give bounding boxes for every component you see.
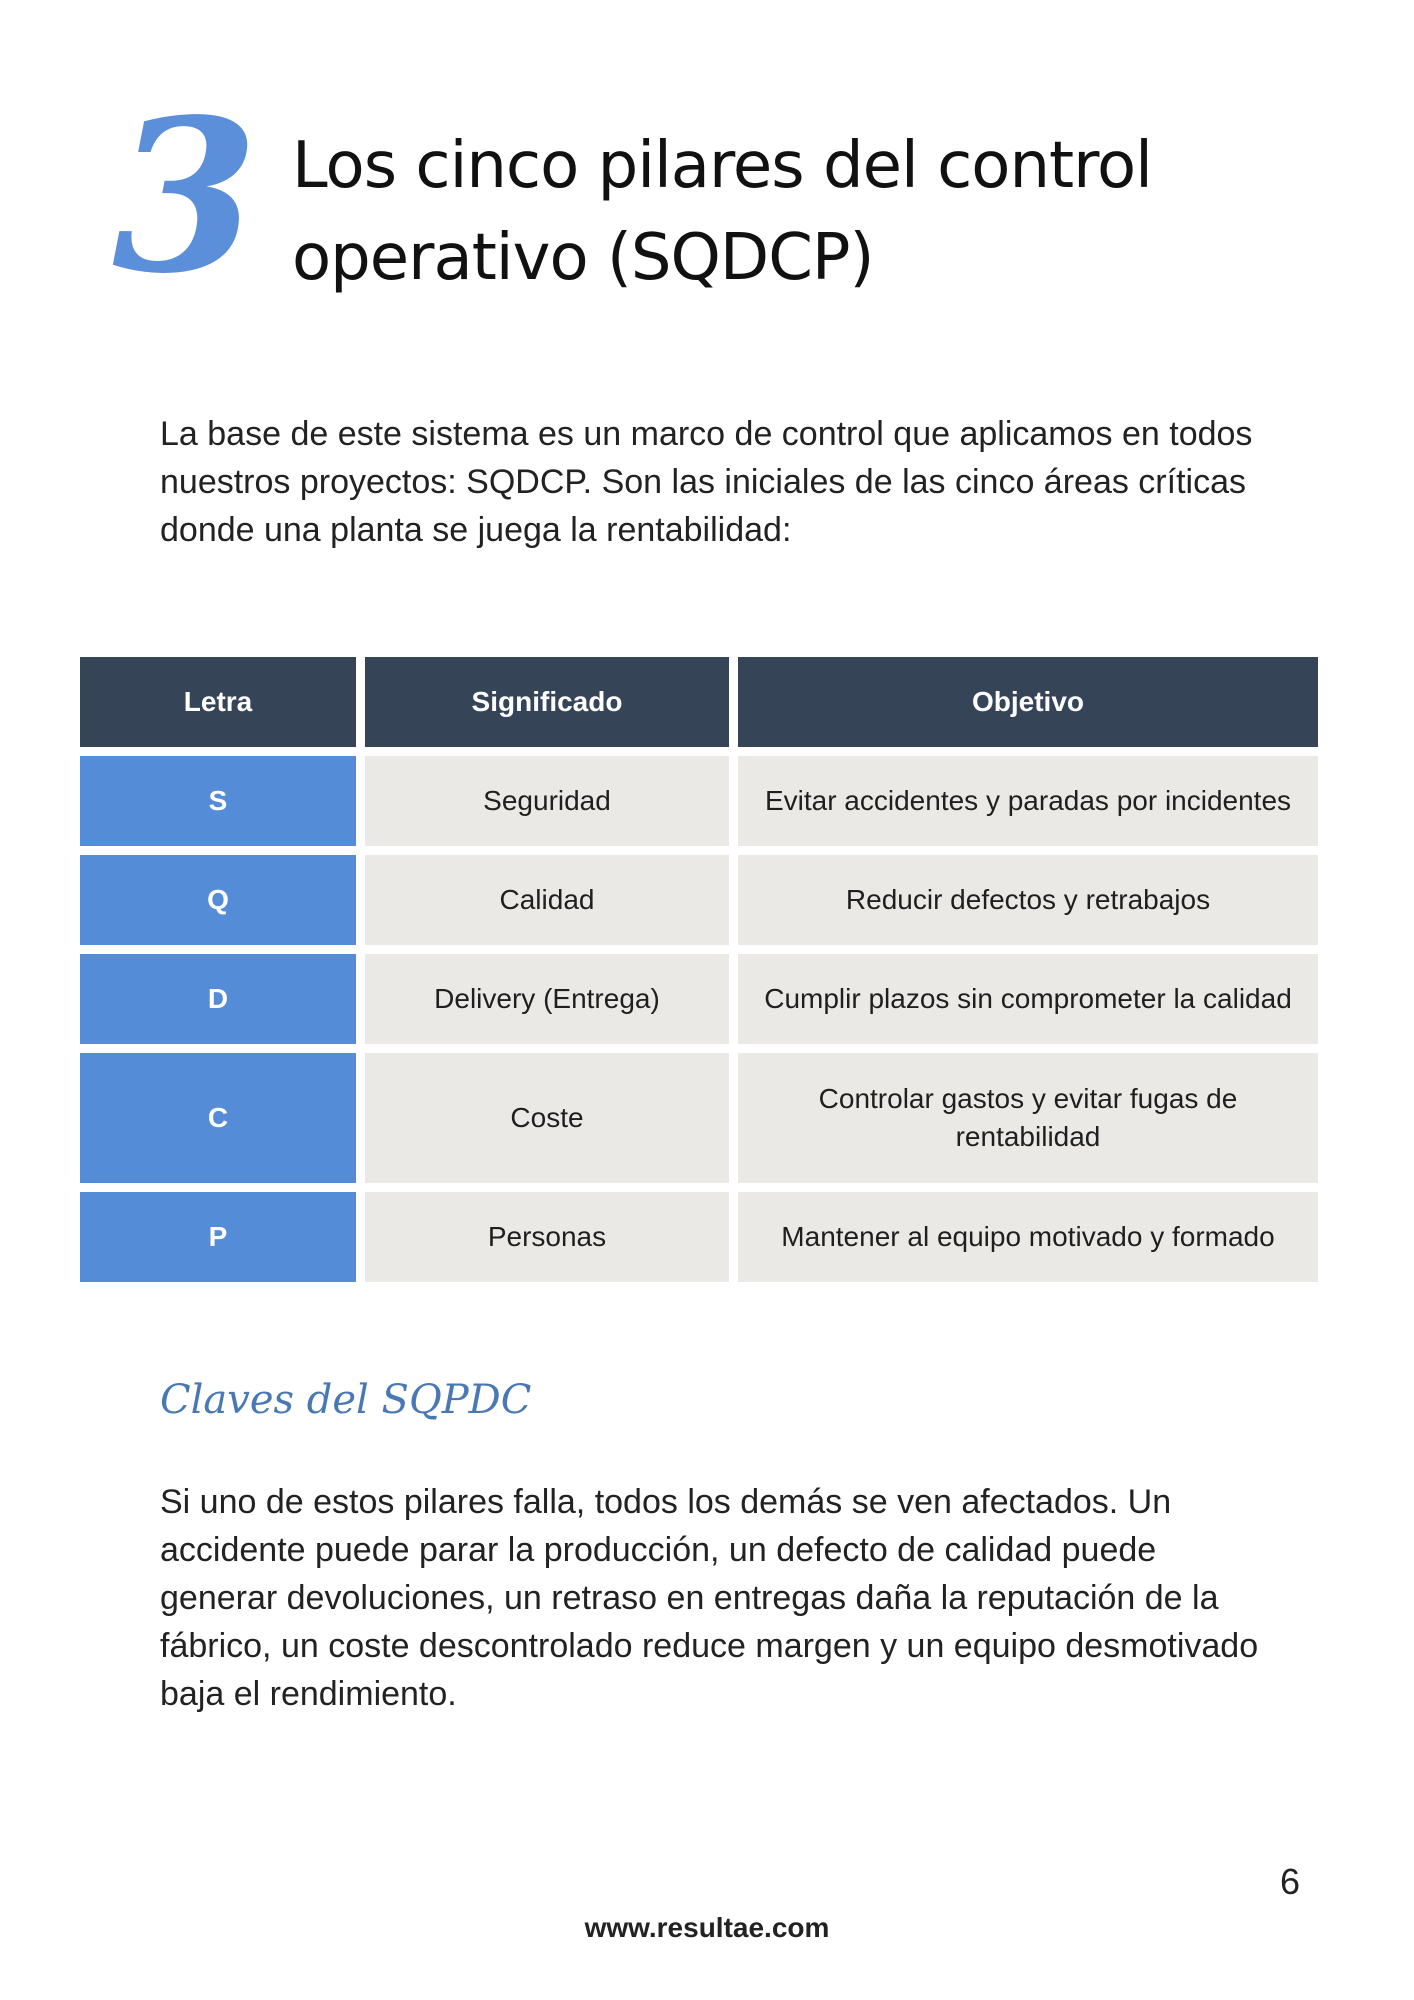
row-objective-cell — [738, 1053, 1318, 1183]
row-meaning: Seguridad — [365, 756, 729, 846]
table-row — [80, 855, 1318, 945]
row-letter: S — [80, 756, 356, 846]
row-letter: D — [80, 954, 356, 1044]
table-row — [80, 1053, 1318, 1183]
row-letter: Q — [80, 855, 356, 945]
row-objective: Mantener al equipo motivado y formado — [738, 1192, 1318, 1282]
table-row — [80, 954, 1318, 1044]
row-objective: Controlar gastos y evitar fugas de rentabilidad — [818, 1083, 1238, 1152]
row-objective: Evitar accidentes y paradas por incidentes — [738, 756, 1318, 846]
intro-paragraph: La base de este sistema es un marco de control que aplicamos en todos nuestros proyectos: SQDCP. Son las iniciales de las cinco áreas críticas donde una planta se juega la rentabilidad: — [160, 415, 1253, 549]
row-objective: Reducir defectos y retrabajos — [738, 855, 1318, 945]
header-letter: Letra — [80, 657, 356, 747]
footer-url: www.resultae.com — [584, 1912, 830, 1943]
chapter-number: 3 — [112, 73, 259, 320]
row-objective: Cumplir plazos sin comprometer la calidad — [738, 954, 1318, 1044]
section-heading: Claves del SQPDC — [160, 1377, 532, 1423]
sqdcp-table — [71, 648, 1327, 1291]
table-header-row — [80, 657, 1318, 747]
table-row — [80, 756, 1318, 846]
table-row — [80, 1192, 1318, 1282]
row-letter: P — [80, 1192, 356, 1282]
section-body: Si uno de estos pilares falla, todos los demás se ven afectados. Un accidente puede parar la producción, un defecto de calidad puede generar devoluciones, un retraso en entregas daña la reputación de la fábrico, un coste descontrolado reduce margen y un equipo desmotivado baja el rendimiento. — [160, 1483, 1259, 1713]
header-objective: Objetivo — [738, 657, 1318, 747]
row-meaning: Personas — [365, 1192, 729, 1282]
row-meaning: Delivery (Entrega) — [365, 954, 729, 1044]
page-number: 6 — [1279, 1861, 1301, 1902]
row-meaning: Coste — [365, 1053, 729, 1183]
row-letter: C — [80, 1053, 356, 1183]
row-meaning: Calidad — [365, 855, 729, 945]
chapter-title: Los cinco pilares del control operativo (SQDCP) — [292, 129, 1152, 295]
header-meaning: Significado — [365, 657, 729, 747]
